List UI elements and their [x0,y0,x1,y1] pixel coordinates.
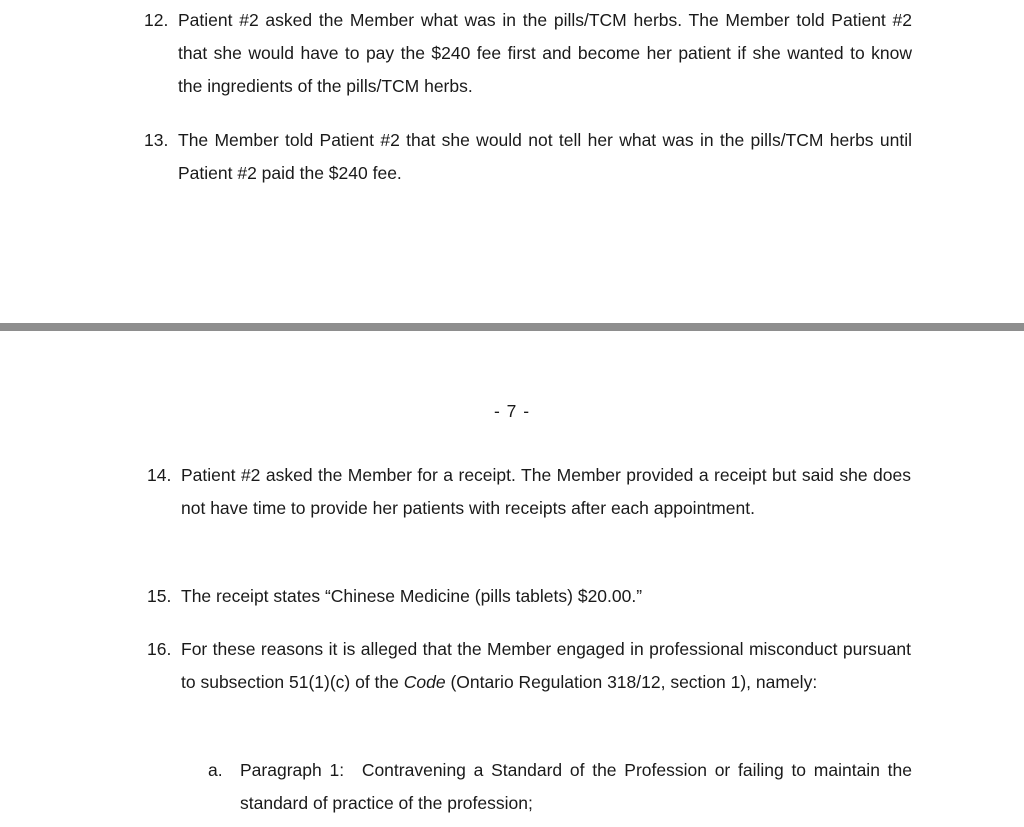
paragraph-14 [147,459,913,525]
page-separator [0,323,1024,331]
paragraph-text: Patient #2 asked the Member for a receipt. The Member provided a receipt but said she does not have time to provide her patients with receipts after each appointment. [181,465,911,518]
paragraph-number: 14. [147,465,172,485]
sub-item-a [208,754,913,820]
paragraph-number: 12. [144,10,169,30]
page-number: - 7 - [493,401,531,421]
paragraph-text: The receipt states “Chinese Medicine (pills tablets) $20.00.” [181,586,643,606]
paragraph-text-part: For these reasons it is alleged that the Member engaged in professional misconduct pursuant to subsection 51(1)(c) of the [181,639,911,692]
paragraph-15 [147,580,913,613]
sub-item-lead: Paragraph 1: [240,760,345,780]
document-page-6-bottom [0,0,1024,323]
paragraph-12 [144,4,914,103]
sub-item-body: Contravening a Standard of the Profession or failing to maintain the standard of practice of the profession; [240,760,912,813]
paragraph-text: Patient #2 asked the Member what was in the pills/TCM herbs. The Member told Patient #2 that she would have to pay the $240 fee first and become her patient if she wanted to know the ingredients of the pills/TCM herbs. [178,10,912,96]
paragraph-13 [144,124,914,190]
code-italic: Code [403,672,446,692]
paragraph-text-part: (Ontario Regulation 318/12, section 1), namely: [445,672,818,692]
sub-item-label: a. [208,760,223,780]
paragraph-number: 13. [144,130,169,150]
paragraph-text: The Member told Patient #2 that she would not tell her what was in the pills/TCM herbs until Patient #2 paid the $240 fee. [178,130,912,183]
paragraph-number: 15. [147,586,172,606]
paragraph-text [181,633,911,699]
sub-item-text [240,754,912,820]
paragraph-number: 16. [147,639,172,659]
document-page-7 [0,331,1024,827]
paragraph-16 [147,633,913,699]
